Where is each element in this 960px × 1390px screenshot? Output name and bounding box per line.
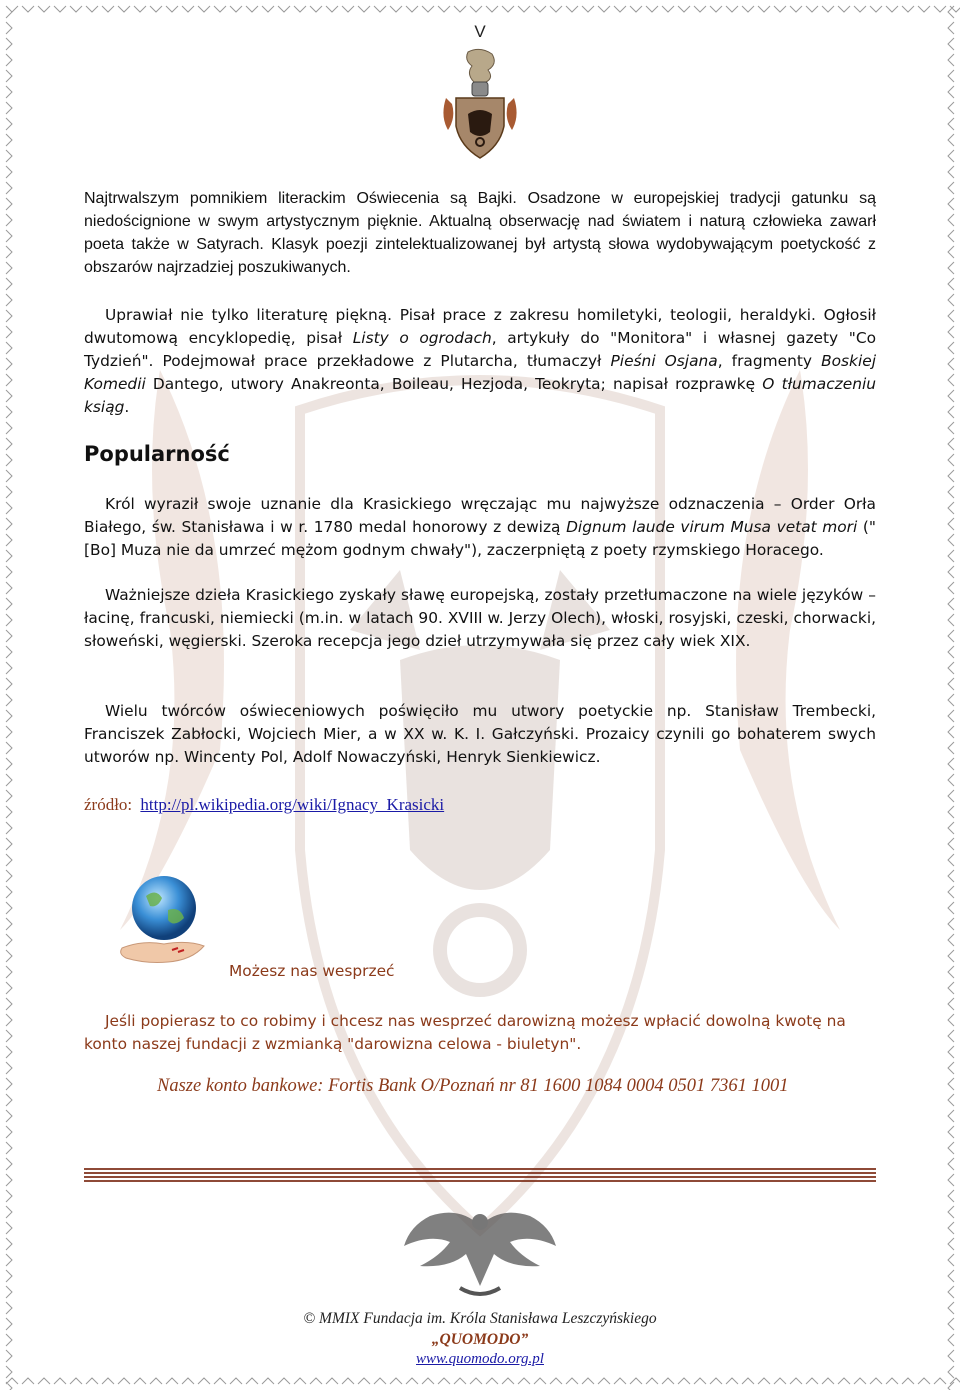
paragraph-tributes: Wielu twórców oświeceniowych poświęciło mu utwory poetyckie np. Stanisław Trembecki, Franciszek Zabłocki, Wojciech Mier, a w XX w. K. I. Gałczyński. Prozaicy czynili go bohaterem swych utworów np. Wincenty Pol, Adolf Nowaczyński, Henryk Sienkiewicz.	[84, 702, 876, 766]
source-label: źródło:	[84, 795, 133, 814]
footer-copyright: © MMIX Fundacja im. Króla Stanisława Leszczyńskiego	[303, 1310, 657, 1327]
source-link[interactable]: http://pl.wikipedia.org/wiki/Ignacy_Krasicki	[140, 795, 445, 814]
footer-divider	[84, 1168, 876, 1182]
paragraph-fables: Najtrwalszym pomnikiem literackim Oświecenia są Bajki. Osadzone w europejskiej tradycji gatunku są niedoścignione w swym artystycznym pięknie. Aktualną obserwację nad światem i naturą człowieka zawarł poeta także w Satyrach. Klasyk poezji zintelektualizowanej był artystą słowa wydobywającym poetyckość z obszarów najrzadziej poszukiwanych.	[84, 190, 876, 276]
support-title: Możesz nas wesprzeć	[229, 962, 395, 980]
footer-organization-name: „QUOMODO”	[431, 1331, 529, 1348]
footer-website	[0, 1351, 960, 1368]
paragraph-translations: Ważniejsze dzieła Krasickiego zyskały sławę europejską, zostały przetłumaczone na wiele języków – łacinę, francuski, niemiecki (m.in. w latach 90. XVIII w. Jerzy Olech), włoski, rosyjski, czeski, chorwacki, słoweński, węgierski. Szeroka recepcja jego dzieł utrzymywała się przez cały wiek XIX.	[84, 586, 876, 650]
coat-of-arms-crest	[438, 46, 522, 164]
source-line	[84, 795, 444, 815]
paragraph-honors: Król wyraził swoje uznanie dla Krasickiego wręczając mu najwyższe odznaczenia – Order Orła Białego, św. Stanisława i w r. 1780 medal honorowy z dewizą Dignum laude virum Musa vetat mori ("[Bo] Muza nie da umrzeć mężom godnym chwały"), zaczerpniętą z poety rzymskiego Horacego.	[84, 495, 876, 559]
footer-website-link[interactable]: www.quomodo.org.pl	[416, 1351, 544, 1367]
globe-in-hand-image	[112, 870, 212, 980]
page-number: V	[474, 22, 486, 41]
bank-account: Nasze konto bankowe: Fortis Bank O/Poznań nr 81 1600 1084 0004 0501 7361 1001	[157, 1076, 789, 1096]
section-heading-popularity: Popularność	[84, 442, 230, 466]
paragraph-works: Uprawiał nie tylko literaturę piękną. Pisał prace z zakresu homiletyki, teologii, heraldyki. Ogłosił dwutomową encyklopedię, pisał Listy o ogrodach, artykuły do "Monitora" i własnej gazety "Co Tydzień". Podejmował prace przekładowe z Plutarcha, tłumaczył Pieśni Osjana, fragmenty Boskiej Komedii Dantego, utwory Anakreonta, Boileau, Hezjoda, Teokryta; napisał rozprawkę O tłumaczeniu ksiąg.	[84, 306, 876, 416]
support-text: Jeśli popierasz to co robimy i chcesz nas wesprzeć darowizną możesz wpłacić dowolną kwotę na konto naszej fundacji z wzmianką "darowizna celowa - biuletyn".	[84, 1012, 846, 1053]
eagle-ornament-image	[400, 1196, 560, 1308]
